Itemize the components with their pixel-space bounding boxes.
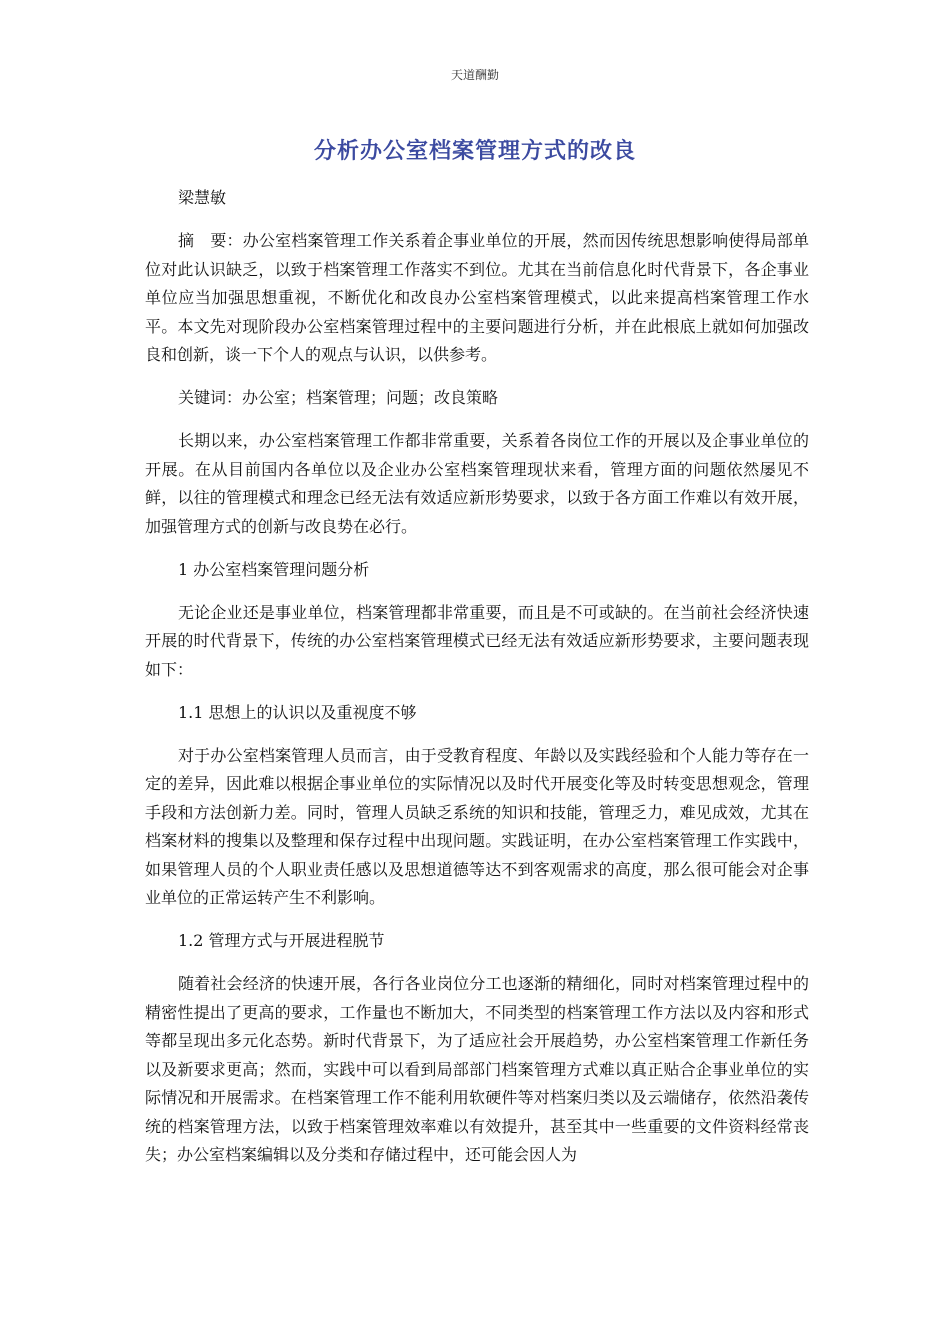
abstract: 摘 要：办公室档案管理工作关系着企事业单位的开展，然而因传统思想影响使得局部单位对此认识缺乏，以致于档案管理工作落实不到位。尤其在当前信息化时代背景下，各企事业单位应当加强思想重视，不断优化和改良办公室档案管理模式，以此来提高档案管理工作水平。本文先对现阶段办公室档案管理过程中的主要问题进行分析，并在此根底上就如何加强改良和创新，谈一下个人的观点与认识，以供参考。 xyxy=(145,231,809,364)
section-1-paragraph: 无论企业还是事业单位，档案管理都非常重要，而且是不可或缺的。在当前社会经济快速开展的时代背景下，传统的办公室档案管理模式已经无法有效适应新形势要求，主要问题表现如下： xyxy=(145,602,809,679)
author: 梁慧敏 xyxy=(178,188,227,207)
section-1-2-paragraph: 随着社会经济的快速开展，各行各业岗位分工也逐渐的精细化，同时对档案管理过程中的精密性提出了更高的要求，工作量也不断加大，不同类型的档案管理工作方法以及内容和形式等都呈现出多元化态势。新时代背景下，为了适应社会开展趋势，办公室档案管理工作新任务以及新要求更高；然而，实践中可以看到局部部门档案管理方式难以真正贴合企事业单位的实际情况和开展需求。在档案管理工作不能利用软硬件等对档案归类以及云端储存，依然沿袭传统的档案管理方法，以致于档案管理效率难以有效提升，甚至其中一些重要的文件资料经常丧失；办公室档案编辑以及分类和存储过程中，还可能会因人为 xyxy=(145,974,809,1164)
article-body xyxy=(145,184,809,1184)
keywords: 关键词：办公室；档案管理；问题；改良策略 xyxy=(178,388,499,407)
section-1-2-heading: 1.2 管理方式与开展进程脱节 xyxy=(178,931,385,950)
intro-paragraph: 长期以来，办公室档案管理工作都非常重要，关系着各岗位工作的开展以及企事业单位的开展。在从目前国内各单位以及企业办公室档案管理现状来看，管理方面的问题依然屡见不鲜，以往的管理模式和理念已经无法有效适应新形势要求，以致于各方面工作难以有效开展，加强管理方式的创新与改良势在必行。 xyxy=(145,431,809,536)
header-mark: 天道酬勤 xyxy=(450,68,499,82)
page-title: 分析办公室档案管理方式的改良 xyxy=(313,139,636,164)
section-1-heading: 1 办公室档案管理问题分析 xyxy=(178,559,370,579)
section-1-1-heading: 1.1 思想上的认识以及重视度不够 xyxy=(178,702,417,722)
section-1-1-paragraph: 对于办公室档案管理人员而言，由于受教育程度、年龄以及实践经验和个人能力等存在一定的差异，因此难以根据企事业单位的实际情况以及时代开展变化等及时转变思想观念，管理手段和方法创新力差。同时，管理人员缺乏系统的知识和技能，管理乏力，难见成效，尤其在档案材料的搜集以及整理和保存过程中出现问题。实践证明，在办公室档案管理工作实践中，如果管理人员的个人职业责任感以及思想道德等达不到客观需求的高度，那么很可能会对企事业单位的正常运转产生不利影响。 xyxy=(145,745,809,907)
